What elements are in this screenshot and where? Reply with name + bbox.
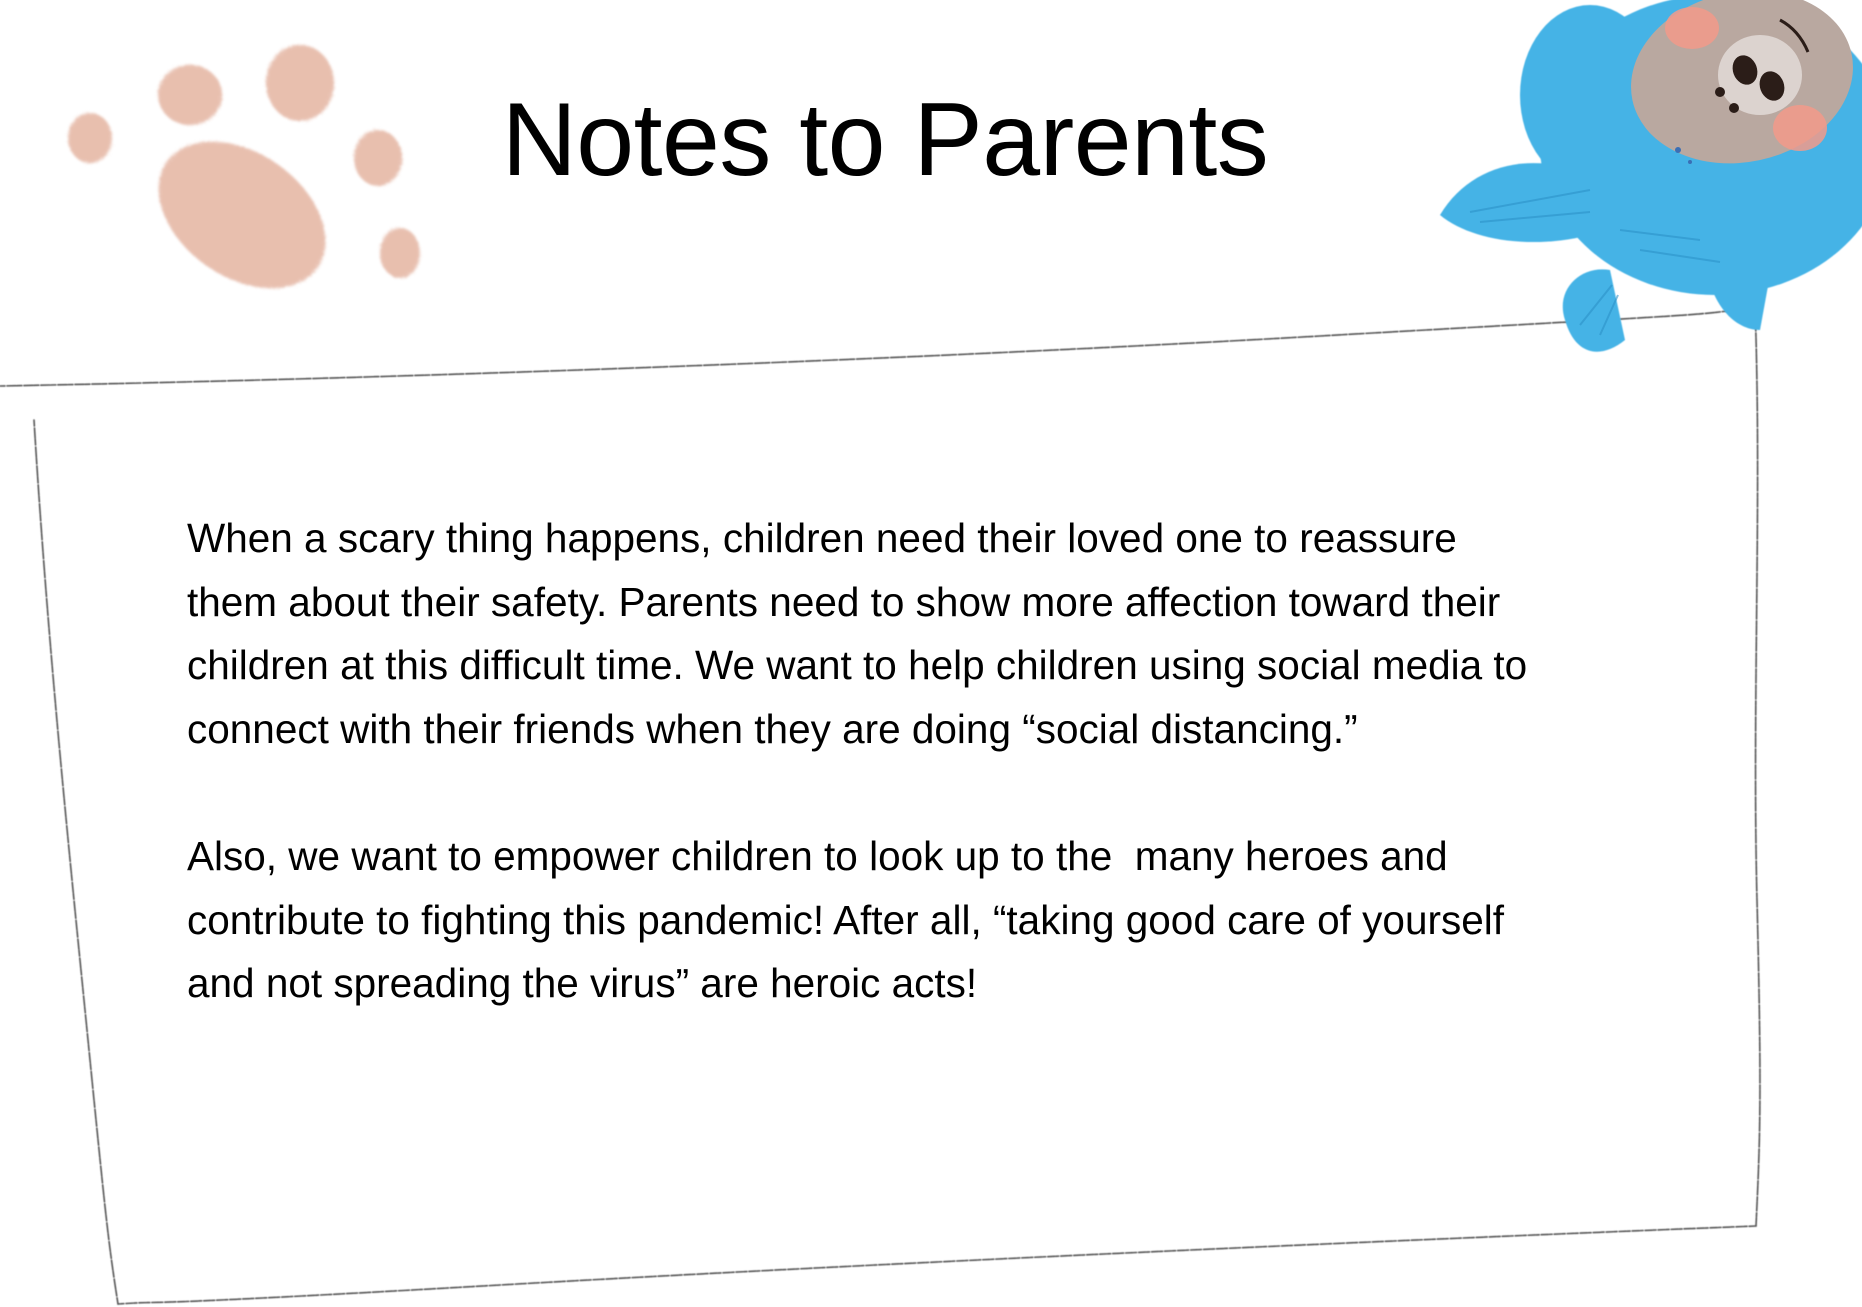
text-line: contribute to fighting this pandemic! After all, “taking good care of yourself [187, 896, 1504, 943]
text-line: connect with their friends when they are doing “social distancing.” [187, 705, 1358, 752]
body-text [187, 507, 1687, 1080]
paragraph-1 [187, 507, 1687, 761]
text-line: them about their safety. Parents need to show more affection toward their [187, 578, 1501, 625]
text-line: When a scary thing happens, children need their loved one to reassure [187, 515, 1457, 561]
page-title: Notes to Parents [501, 82, 1269, 198]
text-line: and not spreading the virus” are heroic acts! [187, 960, 978, 1006]
text-line: children at this difficult time. We want to help children using social media to [187, 642, 1528, 688]
text-line: Also, we want to empower children to look up to the many heroes and [187, 833, 1448, 879]
paragraph-2 [187, 825, 1687, 1016]
